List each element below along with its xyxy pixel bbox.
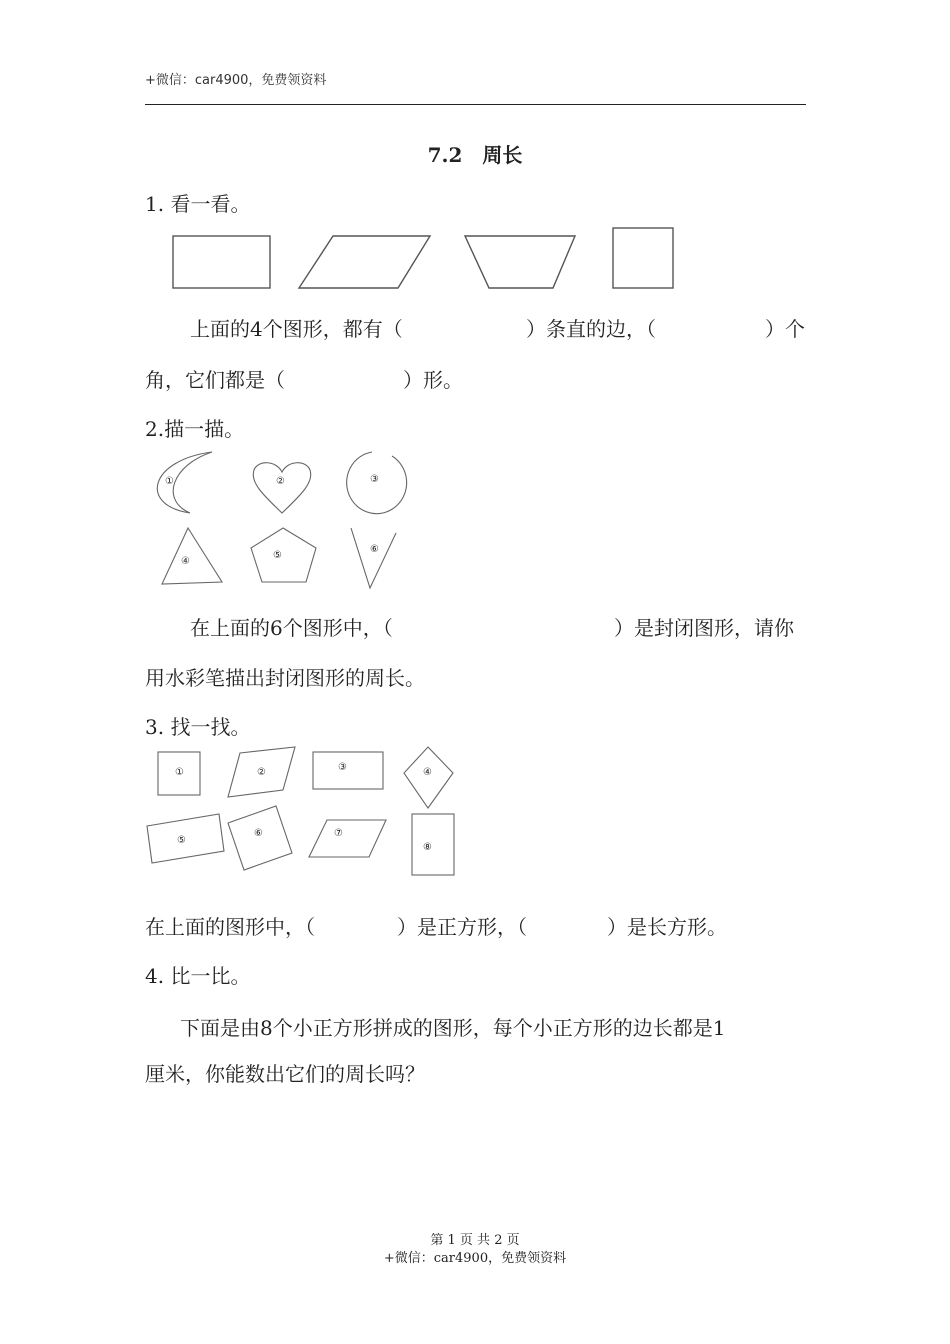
- q1-line1-a: 上面的4个图形，都有（: [190, 317, 403, 341]
- footer-watermark: +微信：car4900，免费领资料: [383, 1251, 567, 1266]
- q3-label-3: ③: [338, 762, 347, 773]
- q2-line2: 用水彩笔描出封闭图形的周长。: [145, 666, 425, 690]
- q3-label-5: ⑤: [177, 835, 186, 846]
- q3-label-4: ④: [423, 767, 432, 778]
- q2-label-6: ⑥: [370, 544, 379, 555]
- q4-heading: 4. 比一比。: [145, 964, 251, 988]
- q3-label-8: ⑧: [423, 842, 432, 853]
- q2-line1-b: ）是封闭图形，请你: [614, 616, 794, 640]
- header-watermark: +微信：car4900，免费领资料: [145, 73, 327, 88]
- q3-line-c: ）是长方形。: [607, 915, 727, 939]
- q2-heading: 2.描一描。: [145, 417, 245, 441]
- q1-line1-c: ）个: [765, 317, 805, 341]
- q3-line-b: ）是正方形，（: [397, 915, 527, 939]
- q1-heading: 1. 看一看。: [145, 192, 251, 216]
- q2-label-3: ③: [370, 474, 379, 485]
- q3-label-2: ②: [257, 767, 266, 778]
- q2-line1-a: 在上面的6个图形中，（: [190, 616, 393, 640]
- q3-heading: 3. 找一找。: [145, 715, 251, 739]
- q3-label-6: ⑥: [254, 828, 263, 839]
- q1-line2-a: 角，它们都是（: [145, 368, 285, 392]
- q3-line-a: 在上面的图形中，（: [145, 915, 315, 939]
- q2-label-1: ①: [165, 476, 174, 487]
- q2-label-4: ④: [181, 556, 190, 567]
- q4-line2: 厘米，你能数出它们的周长吗？: [145, 1062, 425, 1086]
- q2-label-2: ②: [276, 476, 285, 487]
- q2-label-5: ⑤: [273, 550, 282, 561]
- q3-label-7: ⑦: [334, 828, 343, 839]
- q4-line1: 下面是由8个小正方形拼成的图形，每个小正方形的边长都是1: [180, 1016, 726, 1040]
- q1-line1-b: ）条直的边，（: [526, 317, 656, 341]
- q1-line2-b: ）形。: [403, 368, 463, 392]
- q3-label-1: ①: [175, 767, 184, 778]
- page-title: 7.2 周长: [427, 143, 523, 167]
- footer-page-number: 第 1 页 共 2 页: [430, 1233, 520, 1248]
